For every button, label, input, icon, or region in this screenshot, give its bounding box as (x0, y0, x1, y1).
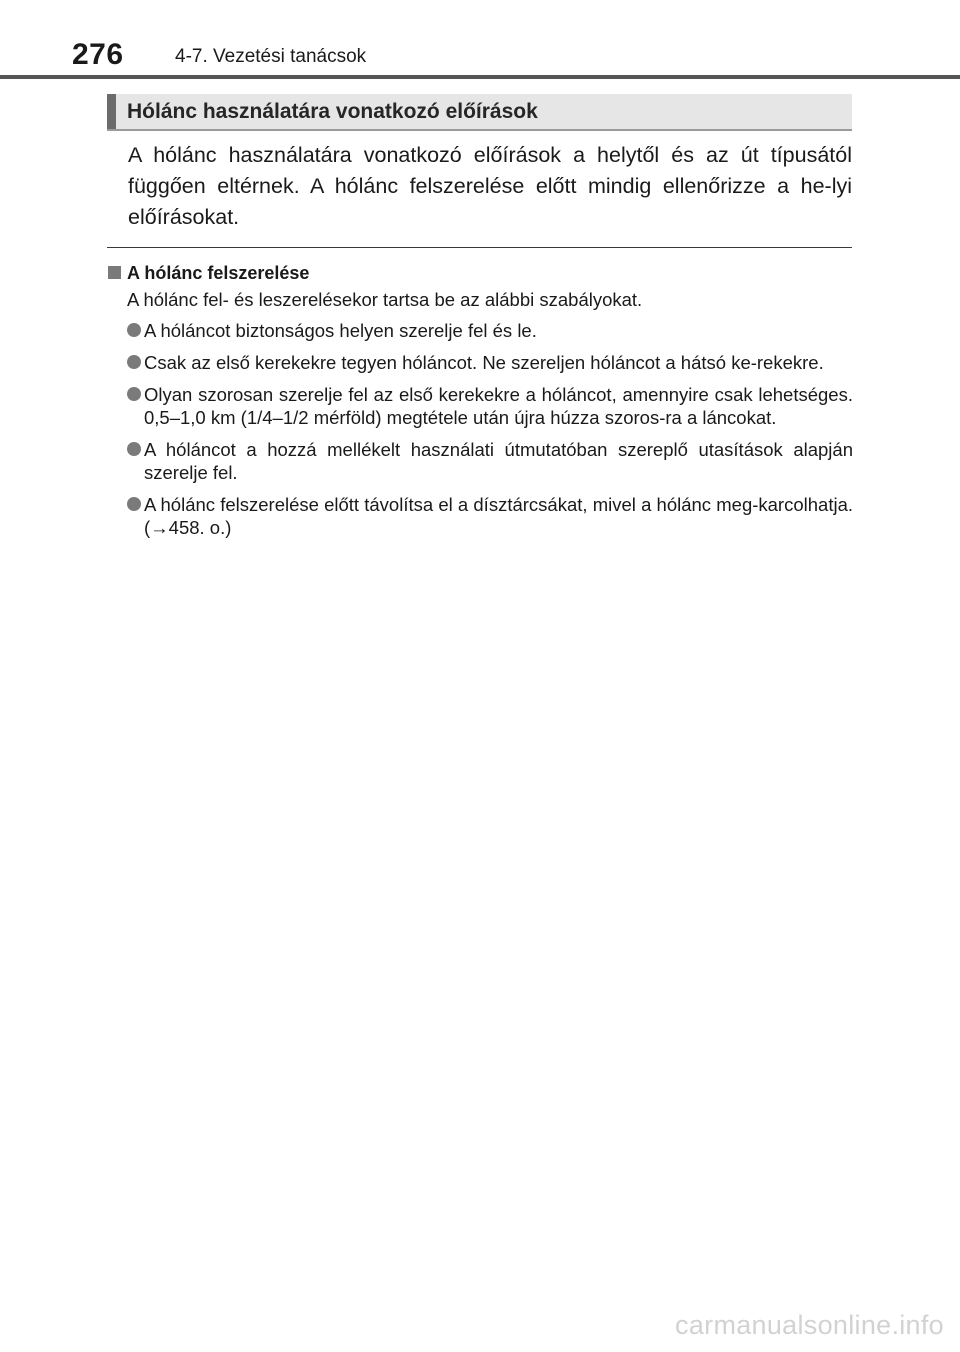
section-heading-bar (107, 94, 116, 129)
square-bullet-icon (108, 266, 121, 279)
list-item-text: Olyan szorosan szerelje fel az első kerekekre a hóláncot, amennyire csak lehetséges. 0,5–1,0 km (1/4–1/2 mérföld) megtétele után újra húzza szoros-ra a láncokat. (144, 384, 853, 428)
list-item-text: A hóláncot biztonságos helyen szerelje fel és le. (144, 320, 537, 341)
section-intro: A hólánc használatára vonatkozó előírások a helytől és az út típusától függően eltérnek. A hólánc felszerelése előtt mindig ellenőrizze a he-lyi előírásokat. (128, 143, 852, 229)
subsection-heading-text: A hólánc felszerelése (127, 263, 310, 283)
watermark: carmanualsonline.info (675, 1310, 944, 1340)
list-item-text: A hólánc felszerelése előtt távolítsa el a dísztárcsákat, mivel a hólánc meg-karcolhatja. (→458. o.) (144, 494, 853, 538)
bullet-dot-icon (127, 387, 141, 401)
section-heading-box (107, 94, 852, 131)
chapter-title: 4-7. Vezetési tanácsok (175, 46, 367, 67)
bullet-dot-icon (127, 355, 141, 369)
list-item (108, 493, 853, 539)
list-item (108, 319, 853, 342)
list-item (108, 351, 853, 374)
section-title: Hólánc használatára vonatkozó előírások (127, 100, 538, 123)
bullet-list (108, 319, 853, 548)
header-divider (0, 75, 960, 79)
list-item-text: Csak az első kerekekre tegyen hóláncot. Ne szereljen hóláncot a hátsó ke-rekekre. (144, 352, 824, 373)
subsection-heading (108, 262, 309, 284)
page-number: 276 (72, 38, 124, 71)
intro-divider (107, 247, 852, 248)
bullet-dot-icon (127, 497, 141, 511)
list-item-text: A hóláncot a hozzá mellékelt használati útmutatóban szereplő utasítások alapján szerelje fel. (144, 439, 853, 483)
list-item (108, 383, 853, 429)
subsection-intro: A hólánc fel- és leszerelésekor tartsa be az alábbi szabályokat. (127, 289, 643, 310)
bullet-dot-icon (127, 323, 141, 337)
list-item (108, 438, 853, 484)
bullet-dot-icon (127, 442, 141, 456)
